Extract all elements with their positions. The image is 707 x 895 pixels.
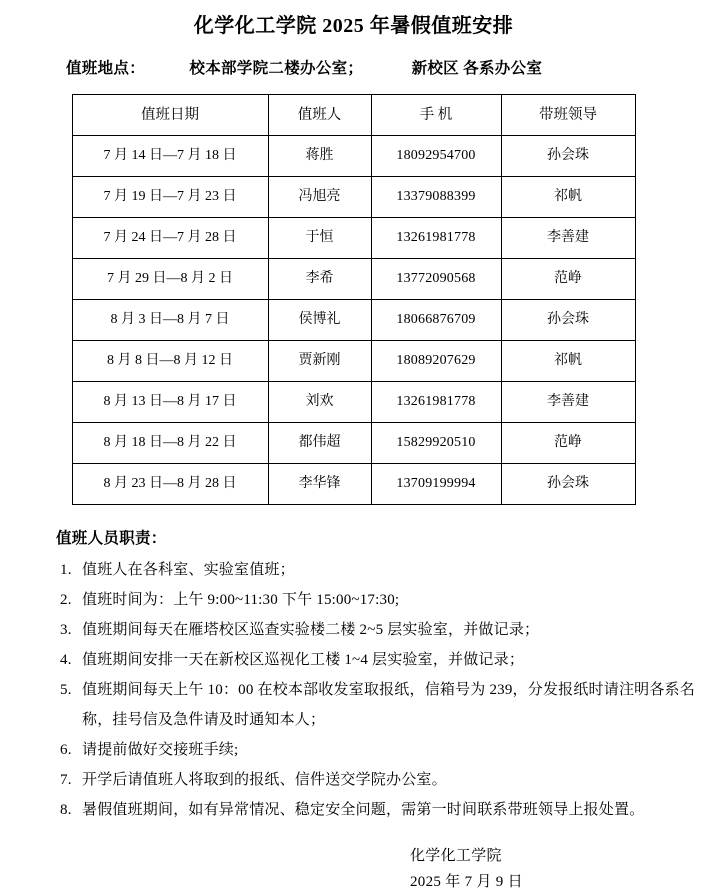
cell-leader: 祁帆 (501, 177, 635, 218)
column-header-leader: 带班领导 (501, 95, 635, 136)
signature-block (0, 843, 707, 895)
duty-responsibilities-heading: 值班人员职责： (56, 530, 167, 547)
list-item-number: 5. (60, 682, 72, 698)
list-item-text: 暑假值班期间，如有异常情况、稳定安全问题，需第一时间联系带班领导上报处置。 (82, 802, 645, 818)
table-row (72, 218, 635, 259)
table-row (72, 300, 635, 341)
cell-phone: 18092954700 (371, 136, 501, 177)
cell-phone: 13261981778 (371, 218, 501, 259)
duty-location-line (0, 58, 707, 80)
cell-phone: 15829920510 (371, 423, 501, 464)
list-item-number: 2. (60, 592, 72, 608)
duty-location-new-campus: 新校区 各系办公室 (411, 60, 543, 77)
list-item-number: 7. (60, 772, 72, 788)
list-item-number: 8. (60, 802, 72, 818)
duty-schedule-table (72, 94, 636, 505)
table-row (72, 423, 635, 464)
cell-person: 于恒 (268, 218, 371, 259)
cell-leader: 孙会珠 (501, 136, 635, 177)
cell-date: 8 月 8 日—8 月 12 日 (72, 341, 268, 382)
table-row (72, 259, 635, 300)
document-page (0, 12, 707, 890)
column-header-person: 值班人 (268, 95, 371, 136)
list-item (56, 615, 707, 645)
cell-person: 都伟超 (268, 423, 371, 464)
table-row (72, 382, 635, 423)
list-item (56, 765, 707, 795)
cell-leader: 祁帆 (501, 341, 635, 382)
cell-person: 李希 (268, 259, 371, 300)
list-item-text: 值班期间每天上午 10：00 在校本部收发室取报纸，信箱号为 239，分发报纸时请注明各系名称，挂号信及急件请及时通知本人； (82, 682, 695, 728)
list-item-number: 4. (60, 652, 72, 668)
cell-date: 7 月 19 日—7 月 23 日 (72, 177, 268, 218)
list-item (56, 795, 707, 825)
cell-leader: 孙会珠 (501, 300, 635, 341)
list-item-text: 请提前做好交接班手续; (82, 742, 239, 758)
list-item-number: 3. (60, 622, 72, 638)
cell-date: 8 月 3 日—8 月 7 日 (72, 300, 268, 341)
list-item (56, 735, 707, 765)
cell-person: 刘欢 (268, 382, 371, 423)
cell-person: 贾新刚 (268, 341, 371, 382)
cell-person: 蒋胜 (268, 136, 371, 177)
table-row (72, 464, 635, 505)
list-item-text: 值班时间为：上午 9:00~11:30 下午 15:00~17:30; (82, 592, 400, 608)
cell-person: 侯博礼 (268, 300, 371, 341)
duty-location-label: 值班地点： (66, 60, 146, 77)
page-title: 化学化工学院 2025 年暑假值班安排 (193, 15, 514, 37)
cell-date: 7 月 24 日—7 月 28 日 (72, 218, 268, 259)
column-header-date: 值班日期 (72, 95, 268, 136)
cell-person: 冯旭亮 (268, 177, 371, 218)
list-item-text: 值班期间每天在雁塔校区巡查实验楼二楼 2~5 层实验室，并做记录； (82, 622, 540, 638)
cell-phone: 13379088399 (371, 177, 501, 218)
duty-location-main-campus: 校本部学院二楼办公室； (189, 60, 364, 77)
column-header-phone: 手 机 (371, 95, 501, 136)
cell-date: 7 月 14 日—7 月 18 日 (72, 136, 268, 177)
cell-phone: 13709199994 (371, 464, 501, 505)
duty-responsibilities-section (0, 527, 707, 825)
cell-leader: 李善建 (501, 218, 635, 259)
cell-date: 7 月 29 日—8 月 2 日 (72, 259, 268, 300)
list-item-number: 1. (60, 562, 72, 578)
list-item-text: 值班人在各科室、实验室值班； (82, 562, 295, 578)
cell-leader: 李善建 (501, 382, 635, 423)
signature-organization: 化学化工学院 (410, 848, 502, 864)
list-item (56, 555, 707, 585)
table-row (72, 177, 635, 218)
cell-phone: 13261981778 (371, 382, 501, 423)
cell-phone: 18089207629 (371, 341, 501, 382)
cell-phone: 18066876709 (371, 300, 501, 341)
table-row (72, 341, 635, 382)
cell-date: 8 月 18 日—8 月 22 日 (72, 423, 268, 464)
cell-leader: 孙会珠 (501, 464, 635, 505)
list-item-text: 值班期间安排一天在新校区巡视化工楼 1~4 层实验室，并做记录； (82, 652, 525, 668)
cell-leader: 范峥 (501, 259, 635, 300)
list-item-number: 6. (60, 742, 72, 758)
signature-date: 2025 年 7 月 9 日 (410, 874, 523, 890)
list-item (56, 645, 707, 675)
cell-phone: 13772090568 (371, 259, 501, 300)
cell-leader: 范峥 (501, 423, 635, 464)
list-item (56, 585, 707, 615)
list-item-text: 开学后请值班人将取到的报纸、信件送交学院办公室。 (82, 772, 447, 788)
cell-person: 李华锋 (268, 464, 371, 505)
list-item (56, 675, 707, 735)
table-row (72, 136, 635, 177)
duty-responsibilities-list (56, 555, 707, 825)
table-header-row (72, 95, 635, 136)
cell-date: 8 月 23 日—8 月 28 日 (72, 464, 268, 505)
cell-date: 8 月 13 日—8 月 17 日 (72, 382, 268, 423)
